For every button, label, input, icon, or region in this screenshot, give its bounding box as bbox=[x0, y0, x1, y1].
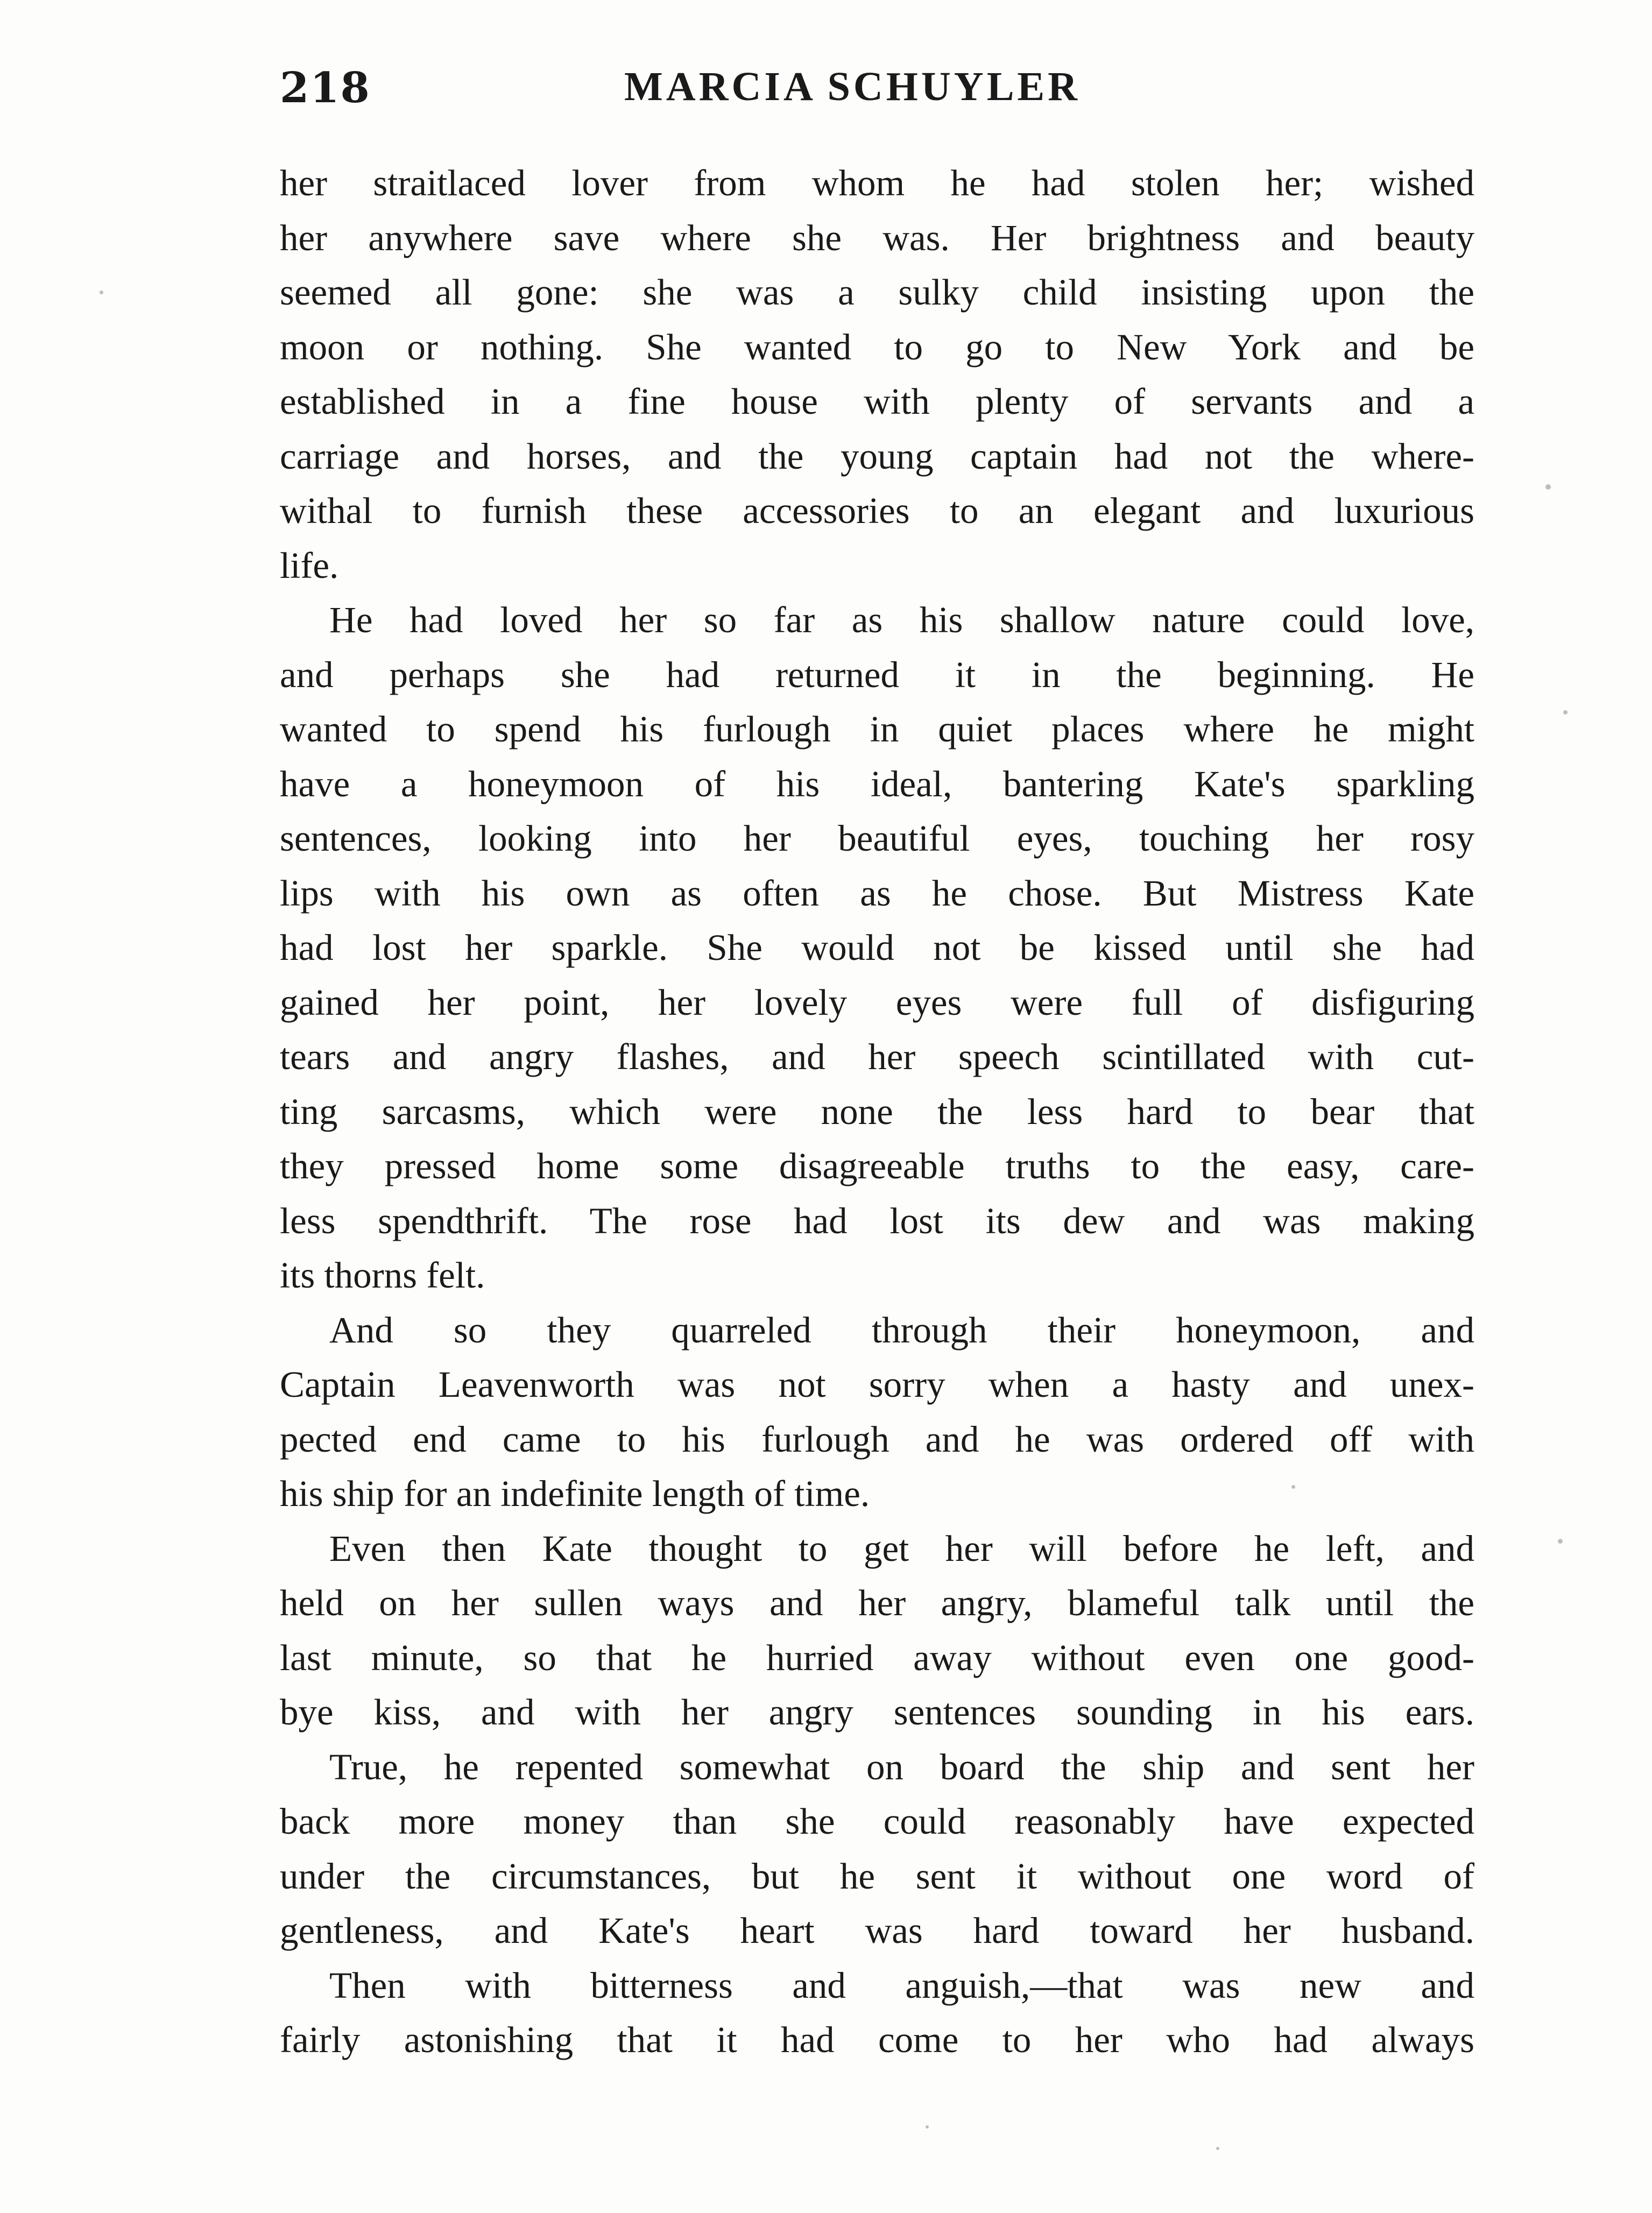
text-line: lips with his own as often as he chose. But Mistress Kate bbox=[280, 872, 1474, 914]
text-line: fairly astonishing that it had come to her who had always bbox=[280, 2019, 1474, 2060]
text-line: moon or nothing. She wanted to go to New York and be bbox=[280, 326, 1474, 367]
text-line: and perhaps she had returned it in the beginning. He bbox=[280, 654, 1474, 695]
paragraph-start-line: Even then Kate thought to get her will before he left, and bbox=[329, 1528, 1474, 1569]
text-line: gained her point, her lovely eyes were full of disfiguring bbox=[280, 981, 1474, 1023]
text-line: under the circumstances, but he sent it without one word of bbox=[280, 1855, 1474, 1897]
scan-speck bbox=[926, 2125, 929, 2129]
text-line: back more money than she could reasonably have expected bbox=[280, 1801, 1474, 1842]
text-line: less spendthrift. The rose had lost its dew and was making bbox=[280, 1200, 1474, 1241]
paragraph-end-line: bye kiss, and with her angry sentences sounding in his ears. bbox=[280, 1692, 1474, 1733]
text-line: withal to furnish these accessories to an elegant and luxurious bbox=[280, 490, 1474, 531]
text-line: tears and angry flashes, and her speech scintillated with cut- bbox=[280, 1036, 1474, 1077]
text-line: sentences, looking into her beautiful eyes, touching her rosy bbox=[280, 818, 1474, 859]
text-line: carriage and horses, and the young captain had not the where- bbox=[280, 435, 1474, 477]
text-line: seemed all gone: she was a sulky child insisting upon the bbox=[280, 272, 1474, 313]
text-line: held on her sullen ways and her angry, blameful talk until the bbox=[280, 1582, 1474, 1623]
page-number: 218 bbox=[280, 63, 371, 112]
scan-speck bbox=[1563, 710, 1568, 715]
scan-speck bbox=[1545, 484, 1551, 490]
paragraph-end-line: gentleness, and Kate's heart was hard toward her husband. bbox=[280, 1910, 1474, 1951]
text-line: established in a fine house with plenty of servants and a bbox=[280, 381, 1474, 422]
text-line: her anywhere save where she was. Her brightness and beauty bbox=[280, 217, 1474, 258]
text-line: her straitlaced lover from whom he had stolen her; wished bbox=[280, 162, 1474, 203]
text-line: Captain Leavenworth was not sorry when a hasty and unex- bbox=[280, 1364, 1474, 1405]
text-line: had lost her sparkle. She would not be kissed until she had bbox=[280, 927, 1474, 968]
paragraph-start-line: True, he repented somewhat on board the ship and sent her bbox=[329, 1746, 1474, 1787]
paragraph-start-line: Then with bitterness and anguish,—that was new and bbox=[329, 1964, 1474, 2006]
scan-speck bbox=[100, 291, 103, 294]
body-text bbox=[280, 156, 1474, 2068]
scan-speck bbox=[1216, 2147, 1219, 2150]
text-line: have a honeymoon of his ideal, bantering Kate's sparkling bbox=[280, 763, 1474, 804]
text-line: wanted to spend his furlough in quiet places where he might bbox=[280, 709, 1474, 750]
page-header bbox=[280, 63, 1474, 123]
paragraph-start-line: He had loved her so far as his shallow nature could love, bbox=[329, 599, 1474, 640]
paragraph-end-line: its thorns felt. bbox=[280, 1255, 485, 1296]
text-line: they pressed home some disagreeable truths to the easy, care- bbox=[280, 1146, 1474, 1186]
text-line: last minute, so that he hurried away without even one good- bbox=[280, 1637, 1474, 1678]
paragraph-end-line: life. bbox=[280, 545, 339, 586]
running-head: MARCIA SCHUYLER bbox=[624, 64, 1081, 109]
text-line: pected end came to his furlough and he was ordered off with bbox=[280, 1418, 1474, 1460]
paragraph-start-line: And so they quarreled through their honeymoon, and bbox=[329, 1309, 1474, 1351]
scan-speck bbox=[1558, 1539, 1563, 1544]
paragraph-end-line: his ship for an indefinite length of time. bbox=[280, 1473, 870, 1514]
text-line: ting sarcasms, which were none the less hard to bear that bbox=[280, 1091, 1474, 1132]
scan-speck bbox=[1291, 1485, 1295, 1489]
